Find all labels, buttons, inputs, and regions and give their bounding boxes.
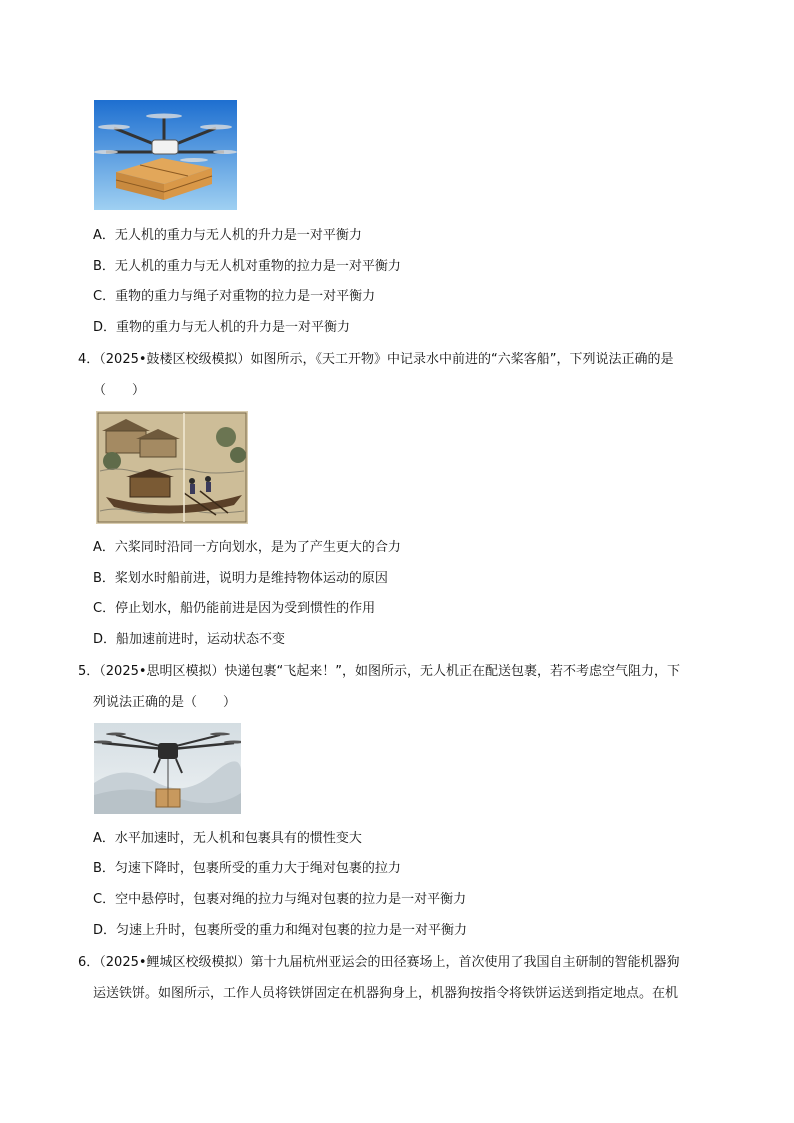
delivery-drone-image: [94, 723, 241, 814]
q4-option-c: C．停止划水，船仍能前进是因为受到惯性的作用: [93, 601, 376, 616]
q5-stem-line2: 列说法正确的是（ ）: [93, 695, 237, 710]
q6-stem-line1: 6．（2025•鲤城区校级模拟）第十九届杭州亚运会的田径赛场上，首次使用了我国自主研制的智能机器狗: [78, 955, 680, 970]
q3-option-b: B．无人机的重力与无人机对重物的拉力是一对平衡力: [93, 259, 401, 274]
q3-option-a: A．无人机的重力与无人机的升力是一对平衡力: [93, 228, 362, 243]
q3-option-c: C．重物的重力与绳子对重物的拉力是一对平衡力: [93, 289, 376, 304]
q5-option-b: B．匀速下降时，包裹所受的重力大于绳对包裹的拉力: [93, 861, 401, 876]
q5-stem-line1: 5．（2025•思明区模拟）快递包裹“飞起来！”，如图所示，无人机正在配送包裹，若不考虑空气阻力，下: [78, 664, 680, 679]
q5-option-a: A．水平加速时，无人机和包裹具有的惯性变大: [93, 831, 362, 846]
q4-option-a: A．六桨同时沿同一方向划水，是为了产生更大的合力: [93, 540, 401, 555]
q3-option-d: D．重物的重力与无人机的升力是一对平衡力: [93, 320, 351, 335]
q6-stem-line2: 运送铁饼。如图所示，工作人员将铁饼固定在机器狗身上，机器狗按指令将铁饼运送到指定地点。在机: [93, 986, 679, 1001]
drone-boxes-image: [94, 100, 237, 210]
q4-option-b: B．桨划水时船前进，说明力是维持物体运动的原因: [93, 571, 388, 586]
ancient-boat-painting-image: [96, 411, 248, 524]
q5-option-d: D．匀速上升时，包裹所受的重力和绳对包裹的拉力是一对平衡力: [93, 923, 468, 938]
q4-option-d: D．船加速前进时，运动状态不变: [93, 632, 286, 647]
q4-stem-line1: 4．（2025•鼓楼区校级模拟）如图所示，《天工开物》中记录水中前进的“六桨客船”，下列说法正确的是: [78, 352, 674, 367]
q4-stem-line2: （ ）: [93, 383, 146, 398]
q5-option-c: C．空中悬停时，包裹对绳的拉力与绳对包裹的拉力是一对平衡力: [93, 892, 467, 907]
